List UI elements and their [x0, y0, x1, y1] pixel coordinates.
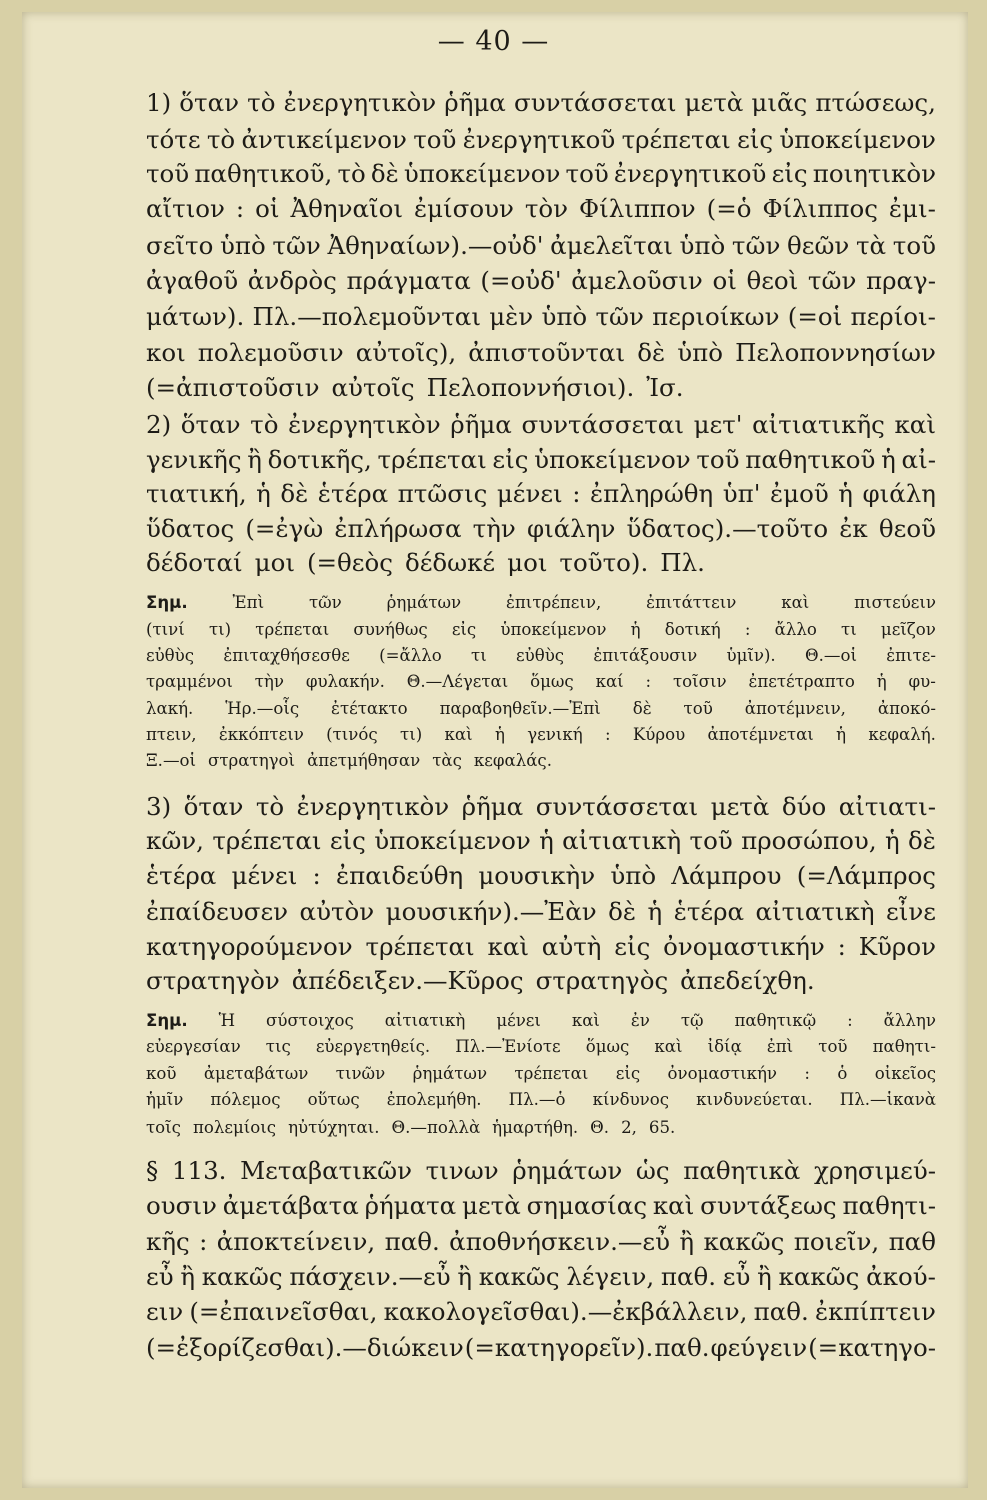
text-line: κῶν, τρέπεται εἰς ὑποκείμενον ἡ αἰτιατικὴ τοῦ προσώπου, ἡ δὲ: [146, 826, 936, 855]
text-line: (=ἀπιστοῦσιν αὐτοῖς Πελοποννήσιοι). Ἰσ.: [146, 373, 684, 402]
text-line: στρατηγὸν ἀπέδειξεν.—Κῦρος στρατηγὸς ἀπεδείχθη.: [146, 966, 815, 995]
page-number: — 40 —: [437, 26, 550, 57]
note-line: τραμμένοι τὴν φυλακήν. Θ.—Λέγεται ὅμως καί : τοῖσιν ἐπετέτραπτο ἡ φυ-: [146, 672, 936, 691]
text-line: (=ἐξορίζεσθαι).—διώκειν (=κατηγορεῖν). παθ. φεύγειν (=κατηγο-: [146, 1333, 936, 1362]
note-line: εὐθὺς ἐπιταχθήσεσθε (=ἄλλο τι εὐθὺς ἐπιτάξουσιν ὑμῖν). Θ.—οἱ ἐπιτε-: [146, 646, 936, 665]
note-line: ἡμῖν πόλεμος οὕτως ἐπολεμήθη. Πλ.—ὁ κίνδυνος κινδυνεύεται. Πλ.—ἱκανὰ: [146, 1090, 936, 1109]
text-line: τιατική, ἡ δὲ ἑτέρα πτῶσις μένει : ἐπληρώθη ὑπ' ἐμοῦ ἡ φιάλη: [146, 479, 936, 508]
note-line: Σημ. Ἐπὶ τῶν ῥημάτων ἐπιτρέπειν, ἐπιτάττειν καὶ πιστεύειν: [146, 593, 936, 612]
text-line: 1) ὅταν τὸ ἐνεργητικὸν ῥῆμα συντάσσεται μετὰ μιᾶς πτώσεως,: [146, 88, 936, 117]
text-line: ειν (=ἐπαινεῖσθαι, κακολογεῖσθαι).—ἐκβάλλειν, παθ. ἐκπίπτειν: [146, 1297, 936, 1326]
text-line: κατηγορούμενον τρέπεται καὶ αὐτὴ εἰς ὀνομαστικήν : Κῦρον: [146, 932, 936, 961]
text-line: ἐπαίδευσεν αὐτὸν μουσικήν).—Ἐὰν δὲ ἡ ἑτέρα αἰτιατικὴ εἶνε: [146, 897, 936, 926]
text-line: κοι πολεμοῦσιν αὐτοῖς), ἀπιστοῦνται δὲ ὑπὸ Πελοποννησίων: [146, 338, 936, 367]
text-line: ουσιν ἀμετάβατα ῥήματα μετὰ σημασίας καὶ συντάξεως παθητι-: [146, 1191, 936, 1220]
text-line: σεῖτο ὑπὸ τῶν Ἀθηναίων).—οὐδ' ἀμελεῖται ὑπὸ τῶν θεῶν τὰ τοῦ: [146, 231, 936, 260]
text-line: ὕδατος (=ἐγὼ ἐπλήρωσα τὴν φιάλην ὕδατος).—τοῦτο ἐκ θεοῦ: [146, 514, 936, 543]
text-line: 3) ὅταν τὸ ἐνεργητικὸν ῥῆμα συντάσσεται μετὰ δύο αἰτιατι-: [146, 792, 936, 821]
text-line: κῆς : ἀποκτείνειν, παθ. ἀποθνήσκειν.—εὖ ἢ κακῶς ποιεῖν, παθ: [146, 1227, 936, 1256]
text-line: ἀγαθοῦ ἀνδρὸς πράγματα (=οὐδ' ἀμελοῦσιν οἱ θεοὶ τῶν πραγ-: [146, 266, 936, 295]
note-line: λακή. Ἡρ.—οἷς ἐτέτακτο παραβοηθεῖν.—Ἐπὶ δὲ τοῦ ἀποτέμνειν, ἀποκό-: [146, 699, 936, 718]
text-line: 2) ὅταν τὸ ἐνεργητικὸν ῥῆμα συντάσσεται μετ' αἰτιατικῆς καὶ: [146, 410, 936, 439]
note-line: εὐεργεσίαν τις εὐεργετηθείς. Πλ.—Ἐνίοτε ὅμως καὶ ἰδίᾳ ἐπὶ τοῦ παθητι-: [146, 1037, 936, 1056]
text-line: δέδοταί μοι (=θεὸς δέδωκέ μοι τοῦτο). Πλ.: [146, 548, 705, 577]
note-line: Σημ. Ἡ σύστοιχος αἰτιατικὴ μένει καὶ ἐν τῷ παθητικῷ : ἄλλην: [146, 1011, 936, 1030]
text-line: τοῦ παθητικοῦ, τὸ δὲ ὑποκείμενον τοῦ ἐνεργητικοῦ εἰς ποιητικὸν: [146, 159, 936, 188]
text-line: μάτων). Πλ.—πολεμοῦνται μὲν ὑπὸ τῶν περιοίκων (=οἱ περίοι-: [146, 302, 936, 331]
text-line: γενικῆς ἢ δοτικῆς, τρέπεται εἰς ὑποκείμενον τοῦ παθητικοῦ ἡ αἰ-: [146, 445, 936, 474]
text-line: τότε τὸ ἀντικείμενον τοῦ ἐνεργητικοῦ τρέπεται εἰς ὑποκείμενον: [146, 125, 936, 154]
text-line: αἴτιον : οἱ Ἀθηναῖοι ἐμίσουν τὸν Φίλιππον (=ὁ Φίλιππος ἐμι-: [146, 194, 936, 223]
note-line: πτειν, ἐκκόπτειν (τινός τι) καὶ ἡ γενική : Κύρου ἀποτέμνεται ἡ κεφαλή.: [146, 725, 936, 744]
note-line: Ξ.—οἱ στρατηγοὶ ἀπετμήθησαν τὰς κεφαλάς.: [146, 751, 553, 770]
note-line: (τινί τι) τρέπεται συνήθως εἰς ὑποκείμενον ἡ δοτική : ἄλλο τι μεῖζον: [146, 620, 936, 639]
note-line: τοῖς πολεμίοις ηὐτύχηται. Θ.—πολλὰ ἡμαρτήθη. Θ. 2, 65.: [146, 1118, 676, 1137]
text-line: § 113. Μεταβατικῶν τινων ῥημάτων ὡς παθητικὰ χρησιμεύ-: [146, 1156, 936, 1185]
text-line: ἑτέρα μένει : ἐπαιδεύθη μουσικὴν ὑπὸ Λάμπρου (=Λάμπρος: [146, 861, 936, 890]
note-line: κοῦ ἀμεταβάτων τινῶν ῥημάτων τρέπεται εἰς ὀνομαστικήν : ὁ οἰκεῖος: [146, 1064, 936, 1083]
text-line: εὖ ἢ κακῶς πάσχειν.—εὖ ἢ κακῶς λέγειν, παθ. εὖ ἢ κακῶς ἀκού-: [146, 1262, 936, 1291]
